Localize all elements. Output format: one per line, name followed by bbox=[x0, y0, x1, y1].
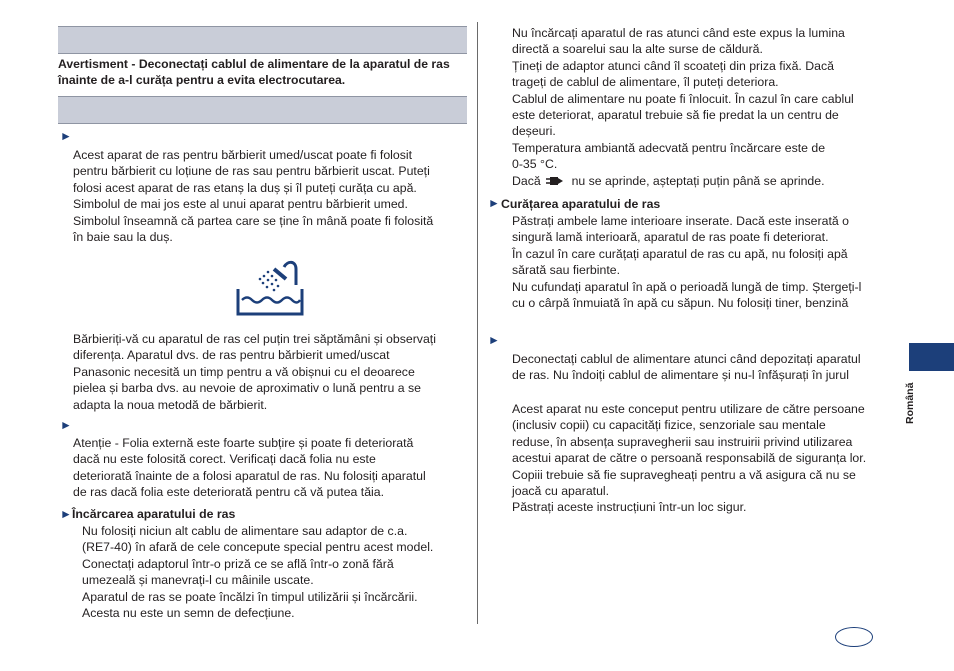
section-header-bar-1 bbox=[58, 26, 467, 54]
text-line: Simbolul de mai jos este al unui aparat pentru bărbierit umed. bbox=[73, 197, 408, 212]
led-line-suffix: nu se aprinde, așteptați puțin până se aprinde. bbox=[571, 173, 825, 188]
cleaning-paragraph bbox=[512, 213, 861, 311]
led-line bbox=[512, 173, 854, 189]
text-line: joacă cu aparatul. bbox=[512, 484, 610, 499]
charging-paragraph bbox=[82, 523, 433, 621]
text-line: Copiii trebuie să fie supravegheați pentru a vă asigura că nu se bbox=[512, 467, 856, 482]
text-line: directă a soarelui sau la alte surse de căldură. bbox=[512, 42, 763, 57]
section-header-bar-2 bbox=[58, 96, 467, 124]
text-line: Panasonic necesită un timp pentru a vă obișnui cu el deoarece bbox=[73, 364, 415, 379]
text-line: dacă nu este folosită corect. Verificați dacă folia nu este bbox=[73, 452, 376, 467]
text-line: Conectați adaptorul într-o priză ce se află într-o zonă fără bbox=[82, 556, 394, 571]
cleaning-heading: Curățarea aparatului de ras bbox=[501, 197, 661, 211]
text-line: adapta la noua metodă de bărbierit. bbox=[73, 397, 268, 412]
charging-heading: Încărcarea aparatului de ras bbox=[72, 507, 236, 521]
arrow-marker-4: ► bbox=[488, 196, 500, 210]
text-line: reduse, în absența supravegherii sau instruirii privind utilizarea bbox=[512, 434, 853, 449]
language-label: Română bbox=[904, 382, 916, 424]
text-line: umezeală și manevrați-l cu mâinile uscate. bbox=[82, 573, 314, 588]
text-line: cu o cârpă înmuiată în apă cu săpun. Nu folosiți tiner, benzină bbox=[512, 296, 849, 311]
text-line: deteriorată înainte de a folosi aparatul de ras. Nu folosiți aparatul bbox=[73, 468, 426, 483]
arrow-marker-1: ► bbox=[60, 129, 72, 143]
arrow-marker-3: ► bbox=[60, 507, 72, 521]
text-line: (inclusiv copii) cu capacități fizice, senzoriale sau mentale bbox=[512, 418, 826, 433]
text-line: Acest aparat nu este conceput pentru utilizare de către persoane bbox=[512, 402, 865, 416]
page-number-oval bbox=[835, 627, 873, 647]
text-line: În cazul în care curățați aparatul de ras cu apă, nu folosiți apă bbox=[512, 246, 848, 261]
text-line: Acesta nu este un semn de defecțiune. bbox=[82, 606, 295, 621]
column-divider bbox=[477, 22, 478, 624]
text-line: singură lamă interioară, aparatul de ras poate fi deteriorat. bbox=[512, 230, 829, 245]
text-line: de ras dacă folia este deteriorată pentru că vă putea tăia. bbox=[73, 485, 385, 500]
text-line: sărată sau fierbinte. bbox=[512, 263, 621, 278]
text-line: Aparatul de ras se poate încălzi în timpul utilizării și încărcării. bbox=[82, 589, 418, 604]
text-line: în baie sau la duș. bbox=[73, 230, 173, 245]
language-label-wrap bbox=[904, 376, 924, 426]
text-line: acestui aparat de către o persoană responsabilă de siguranța lor. bbox=[512, 451, 867, 466]
text-line: Temperatura ambiantă adecvată pentru încărcare este de bbox=[512, 140, 826, 155]
text-line: pentru bărbierit cu loțiune de ras sau pentru bărbierit uscat. Puteți bbox=[73, 164, 430, 179]
safety-persons-paragraph bbox=[512, 401, 866, 516]
warning-text: Avertisment - Deconectați cablul de alimentare de la aparatul de ras înainte de a-l curăța pentru a evita electrocutarea. bbox=[58, 57, 450, 87]
foil-caution-paragraph bbox=[73, 435, 426, 501]
bath-shower-icon bbox=[236, 259, 304, 317]
text-line: Păstrați aceste instrucțiuni într-un loc sigur. bbox=[512, 500, 747, 515]
text-line: de ras. Nu îndoiți cablul de alimentare și nu-l înfășurați în jurul bbox=[512, 368, 849, 383]
text-line: Nu încărcați aparatul de ras atunci când este expus la lumina bbox=[512, 26, 845, 40]
text-line: Nu folosiți niciun alt cablu de alimentare sau adaptor de c.a. bbox=[82, 524, 408, 538]
text-line: deșeuri. bbox=[512, 124, 556, 139]
arrow-marker-5: ► bbox=[488, 333, 500, 347]
text-line: (RE7-40) în afară de cele concepute special pentru acest model. bbox=[82, 540, 434, 555]
led-line-prefix: Dacă bbox=[512, 173, 541, 188]
text-line: folosi acest aparat de ras etanș la duș și îl puteți curăța cu apă. bbox=[73, 180, 417, 195]
text-line: diferența. Aparatul dvs. de ras pentru bărbierit umed/uscat bbox=[73, 348, 390, 363]
text-line: este deteriorat, aparatul trebuie să fie predat la un centru de bbox=[512, 108, 839, 123]
text-line: Deconectați cablul de alimentare atunci când depozitați aparatul bbox=[512, 352, 861, 366]
storage-paragraph bbox=[512, 351, 861, 384]
text-line: Bărbieriți-vă cu aparatul de ras cel puțin trei săptămâni și observați bbox=[73, 332, 436, 346]
intro-paragraph bbox=[73, 147, 433, 245]
text-line: pielea și barba dvs. au nevoie de aproximativ o lună pentru a se bbox=[73, 381, 421, 396]
arrow-marker-2: ► bbox=[60, 418, 72, 432]
text-line: Cablul de alimentare nu poate fi înlocuit. În cazul în care cablul bbox=[512, 91, 854, 106]
text-line: Atenție - Folia externă este foarte subțire și poate fi deteriorată bbox=[73, 436, 414, 450]
text-line: Simbolul înseamnă că partea care se ține în mână poate fi folosită bbox=[73, 213, 434, 228]
text-line: Nu cufundați aparatul în apă o perioadă lungă de timp. Ștergeți-l bbox=[512, 279, 862, 294]
text-line: Acest aparat de ras pentru bărbierit umed/uscat poate fi folosit bbox=[73, 148, 413, 162]
plug-led-icon bbox=[546, 176, 566, 186]
charging-continued-paragraph bbox=[512, 25, 854, 189]
habituation-paragraph bbox=[73, 331, 436, 413]
text-line: Păstrați ambele lame interioare inserate. Dacă este inserată o bbox=[512, 214, 849, 228]
text-line: trageți de cablul de alimentare, îl puteți deteriora. bbox=[512, 75, 779, 90]
language-tab bbox=[909, 343, 954, 371]
text-line: 0-35 °C. bbox=[512, 157, 558, 172]
text-line: Țineți de adaptor atunci când îl scoateți din priza fixă. Dacă bbox=[512, 58, 834, 73]
